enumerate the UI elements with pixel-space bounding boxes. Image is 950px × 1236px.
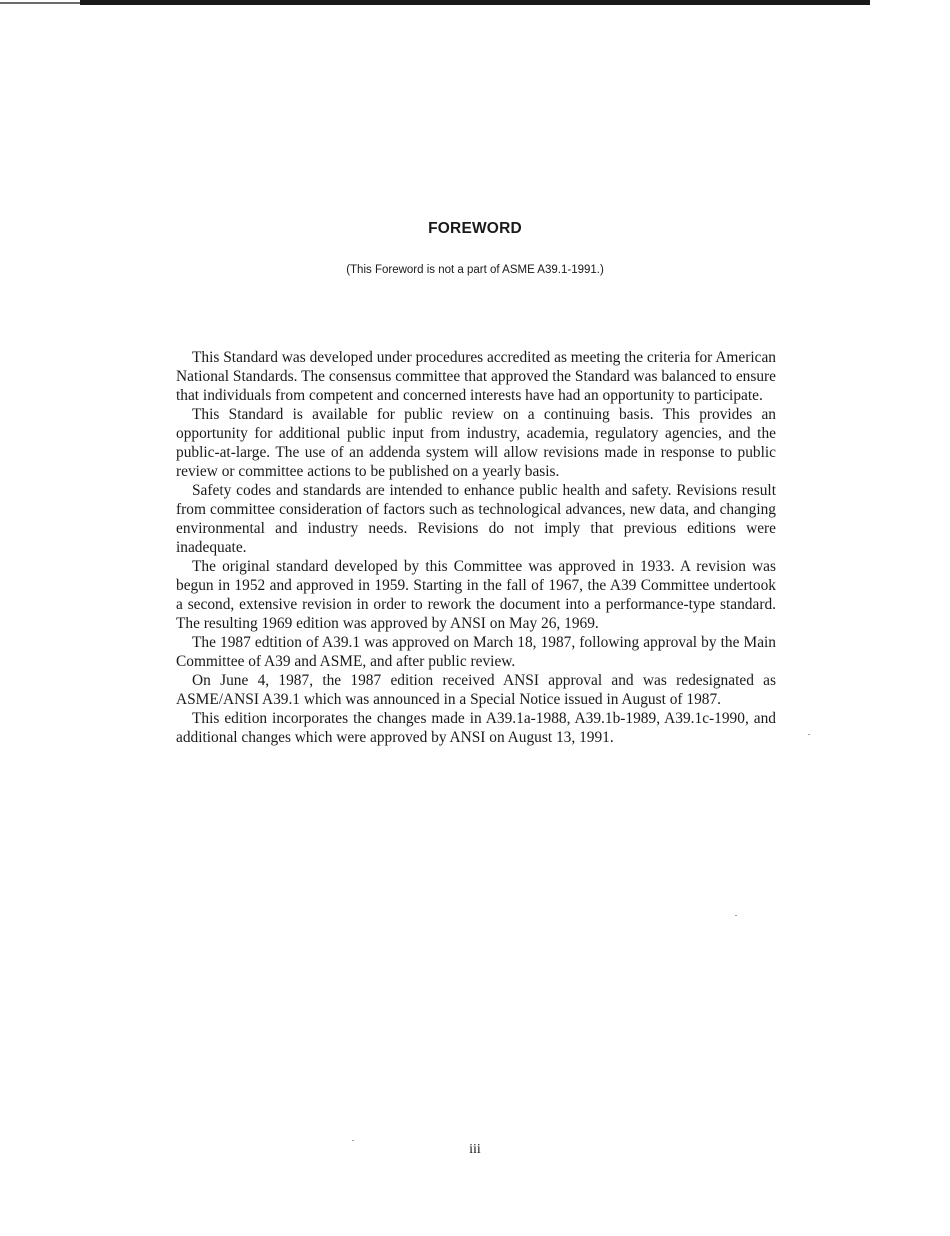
paragraph-this-edition: This edition incorporates the changes made in A39.1a-1988, A39.1b-1989, A39.1c-1990, and additional changes which were approved by ANSI on August 13, 1991. xyxy=(176,710,776,746)
top-rule xyxy=(80,0,870,5)
top-rule-left xyxy=(0,2,80,4)
foreword-body xyxy=(176,348,776,747)
scan-speck xyxy=(735,915,737,916)
paragraph-ansi-approval: On June 4, 1987, the 1987 edition received ANSI approval and was redesignated as ASME/ANSI A39.1 which was announced in a Special Notice issued in August of 1987. xyxy=(176,672,776,708)
paragraph-development: This Standard was developed under procedures accredited as meeting the criteria for American National Standards. The consensus committee that approved the Standard was balanced to ensure that individuals from competent and concerned interests have had an opportunity to participate. xyxy=(176,349,776,404)
paragraph-safety-codes: Safety codes and standards are intended to enhance public health and safety. Revisions result from committee consideration of factors such as technological advances, new data, and changing environmental and industry needs. Revisions do not imply that previous editions were inadequate. xyxy=(176,482,776,556)
scan-speck xyxy=(352,1140,354,1141)
page-subtitle: (This Foreword is not a part of ASME A39.1-1991.) xyxy=(346,264,604,276)
paragraph-history: The original standard developed by this Committee was approved in 1933. A revision was begun in 1952 and approved in 1959. Starting in the fall of 1967, the A39 Committee undertook a second, extensive revision in order to rework the document into a performance-type standard. The resulting 1969 edition was approved by ANSI on May 26, 1969. xyxy=(176,558,776,632)
scan-speck xyxy=(808,734,810,735)
page-number: iii xyxy=(469,1142,481,1157)
paragraph-1987-edition: The 1987 edtition of A39.1 was approved on March 18, 1987, following approval by the Main Committee of A39 and ASME, and after public review. xyxy=(176,634,776,670)
page-title: FOREWORD xyxy=(428,220,522,237)
paragraph-public-review: This Standard is available for public review on a continuing basis. This provides an opportunity for additional public input from industry, academia, regulatory agencies, and the public-at-large. The use of an addenda system will allow revisions made in response to public review or committee actions to be published on a yearly basis. xyxy=(176,406,776,480)
